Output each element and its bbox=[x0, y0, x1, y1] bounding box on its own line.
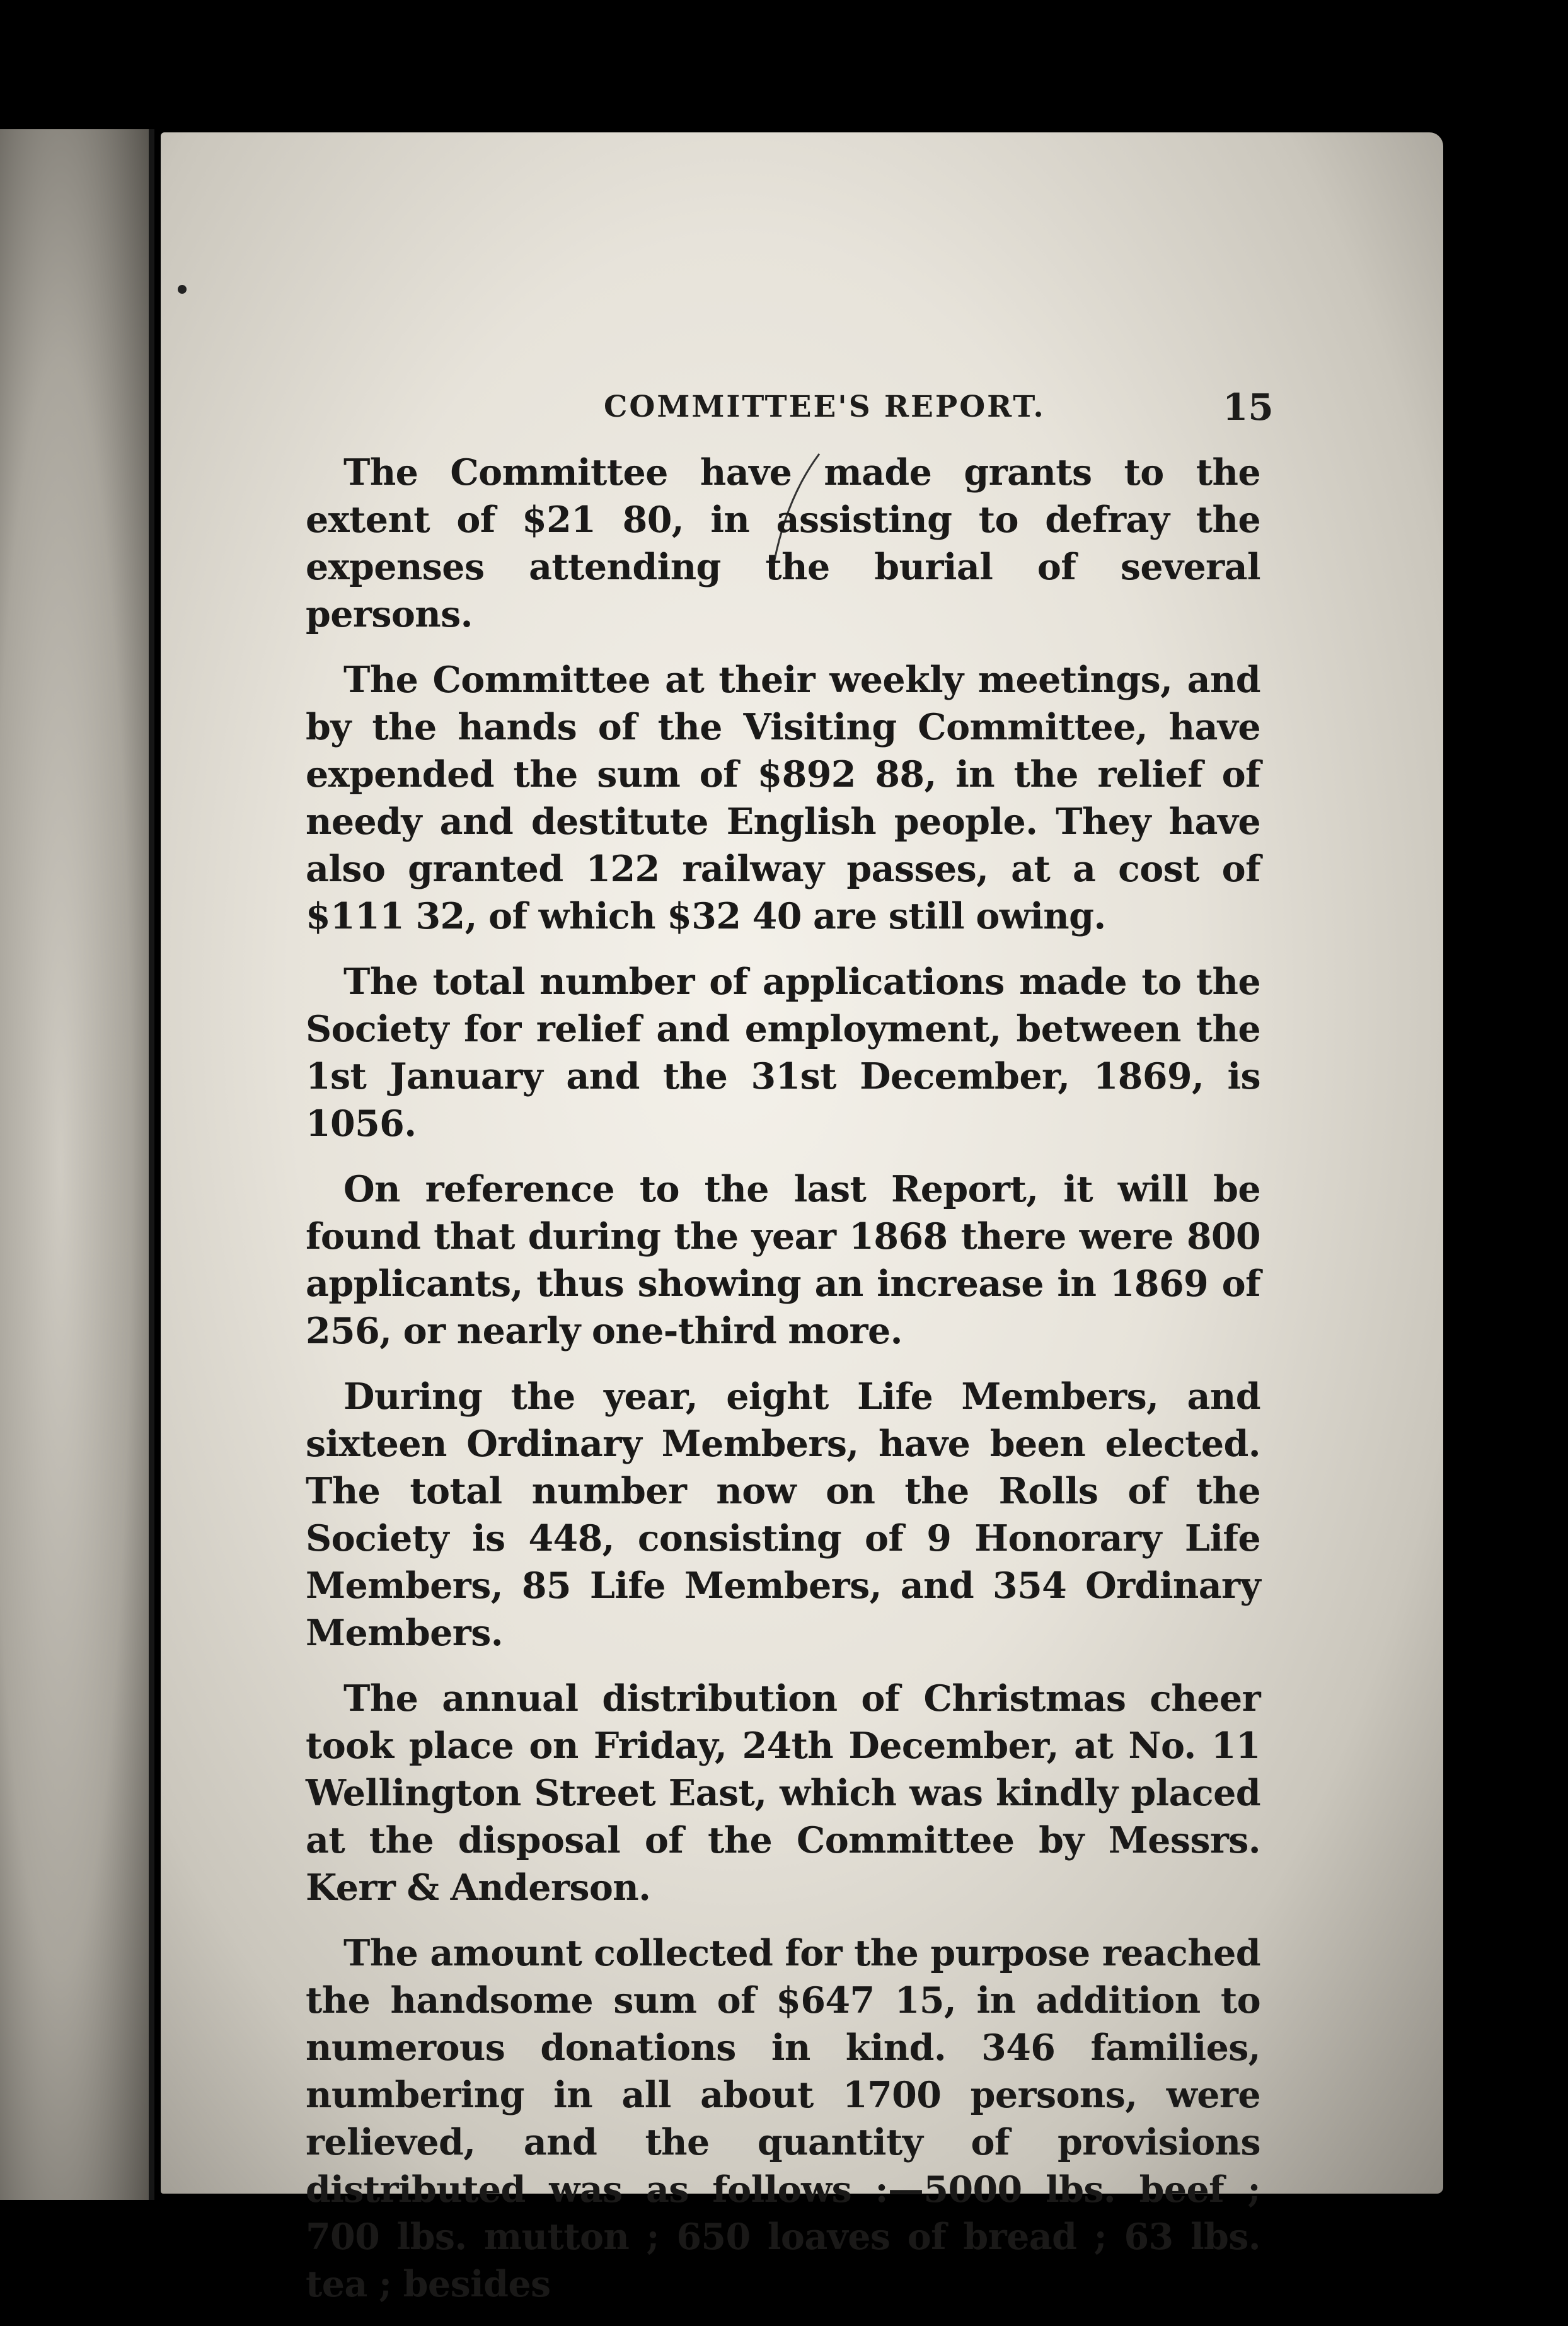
paragraph: The total number of applications made to the Society for relief and employment, between the 1st January and the 31st December, 1869, is 1056. bbox=[306, 961, 1260, 1145]
running-head: COMMITTEE'S REPORT. bbox=[604, 390, 1046, 424]
facing-page-edge bbox=[0, 129, 151, 2200]
paragraph: During the year, eight Life Members, and sixteen Ordinary Members, have been elected. The total number now on the Rolls of the Society is 448, consisting of 9 Honorary Life Members, 85 Life Members, and 354 Ordinary Members. bbox=[306, 1375, 1260, 1654]
paragraph: The amount collected for the purpose reached the handsome sum of $647 15, in addition to numerous donations in kind. 346 families, numbering in all about 1700 persons, were relieved, and the quantity of provisions distributed was as follows :—5000 lbs. beef ; 700 lbs. mutton ; 650 loaves of bread ; 63 lbs. tea ; besides bbox=[306, 1932, 1260, 2305]
paragraph: On reference to the last Report, it will be found that during the year 1868 there were 800 applicants, thus showing an increase in 1869 of 256, or nearly one-third more. bbox=[306, 1168, 1260, 1352]
body-text bbox=[306, 449, 1260, 2326]
paragraph: The Committee at their weekly meetings, and by the hands of the Visiting Committee, have expended the sum of $892 88, in the relief of needy and destitute English people. They have also granted 122 railway passes, at a cost of $111 32, of which $32 40 are still owing. bbox=[306, 659, 1260, 937]
paragraph: The annual distribution of Christmas cheer took place on Friday, 24th December, at No. 11 Wellington Street East, which was kindly placed at the disposal of the Committee by Messrs. Kerr & Anderson. bbox=[306, 1677, 1260, 1909]
page-number: 15 bbox=[1223, 386, 1274, 429]
paragraph: The Committee have made grants to the extent of $21 80, in assisting to defray the expenses attending the burial of several persons. bbox=[306, 451, 1260, 635]
page-mark bbox=[178, 285, 187, 294]
page-gutter bbox=[149, 129, 154, 2200]
